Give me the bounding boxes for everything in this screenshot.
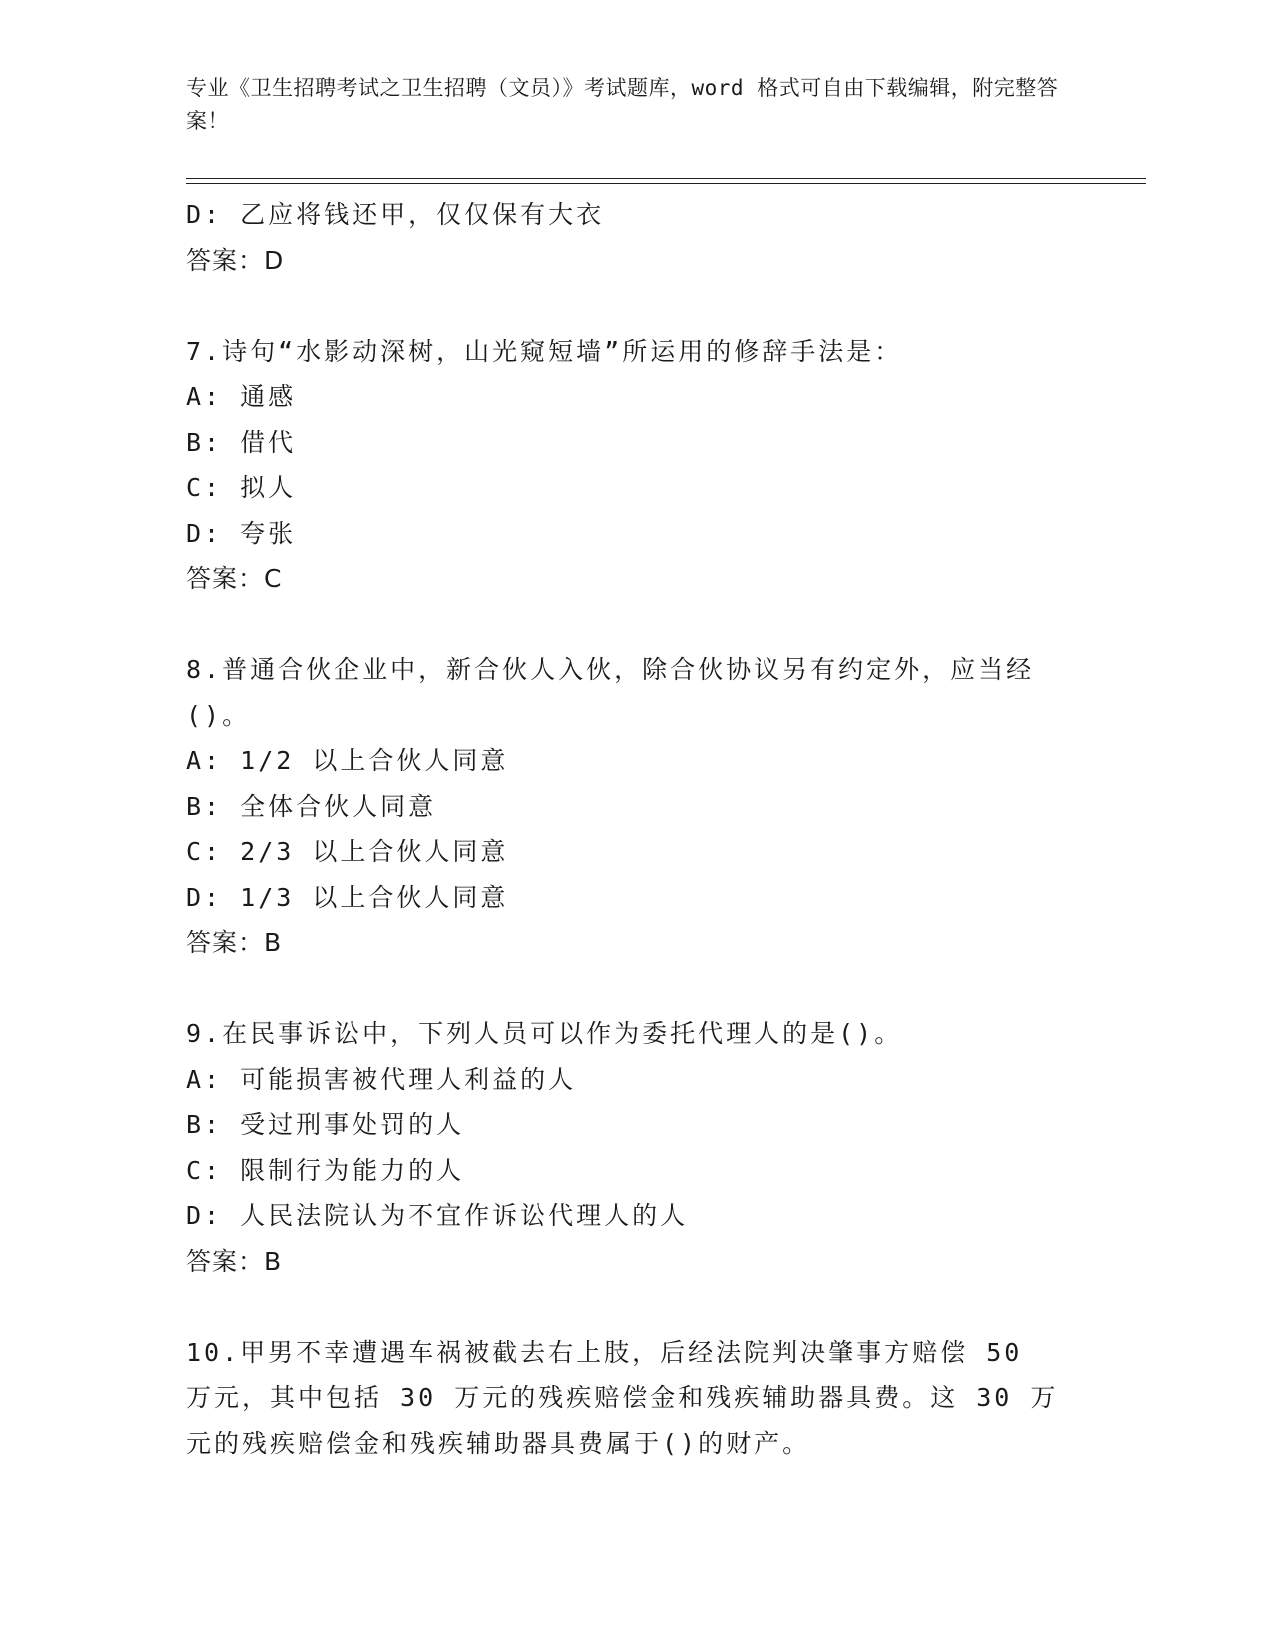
option-d: D: 1/3 以上合伙人同意 [186,882,509,912]
answer-line: 答案：C [186,564,283,593]
question-stem: 10.甲男不幸遭遇车祸被截去右上肢，后经法院判决肇事方赔偿 50 万元，其中包括 30 万元的残疾赔偿金和残疾辅助器具费。这 30 万元的残疾赔偿金和残疾辅助器具费属于()的财产。 [186,1337,1059,1458]
question-list [186,192,1066,1466]
question-stem: 9.在民事诉讼中，下列人员可以作为委托代理人的是()。 [186,1019,903,1048]
page-header: 专业《卫生招聘考试之卫生招聘（文员）》考试题库，word 格式可自由下载编辑，附完整答案！ [186,76,1059,133]
option-d: D: 夸张 [186,518,297,548]
option-a: A: 1/2 以上合伙人同意 [186,746,509,775]
spacer [186,283,1066,329]
option-c: C: 2/3 以上合伙人同意 [186,837,509,866]
option-b: B: 受过刑事处罚的人 [186,1110,465,1139]
header-divider-top [186,178,1146,179]
option-d: D: 乙应将钱还甲，仅仅保有大衣 [186,200,605,229]
question-stem: 7.诗句“水影动深树，山光窥短墙”所运用的修辞手法是： [186,336,903,366]
spacer [186,966,1066,1012]
spacer [186,602,1066,648]
option-c: C: 拟人 [186,473,297,502]
answer-line: 答案：D [186,245,285,275]
answer-line: 答案：B [186,1246,283,1276]
header-divider-bottom [186,183,1146,184]
option-c: C: 限制行为能力的人 [186,1155,465,1185]
answer-line: 答案：B [186,928,283,957]
option-b: B: 借代 [186,427,297,457]
spacer [186,1284,1066,1330]
option-a: A: 可能损害被代理人利益的人 [186,1064,577,1094]
option-b: B: 全体合伙人同意 [186,791,437,821]
option-d: D: 人民法院认为不宜作诉讼代理人的人 [186,1201,689,1230]
question-stem: 8.普通合伙企业中，新合伙人入伙，除合伙协议另有约定外，应当经()。 [186,655,1035,730]
option-a: A: 通感 [186,382,297,411]
